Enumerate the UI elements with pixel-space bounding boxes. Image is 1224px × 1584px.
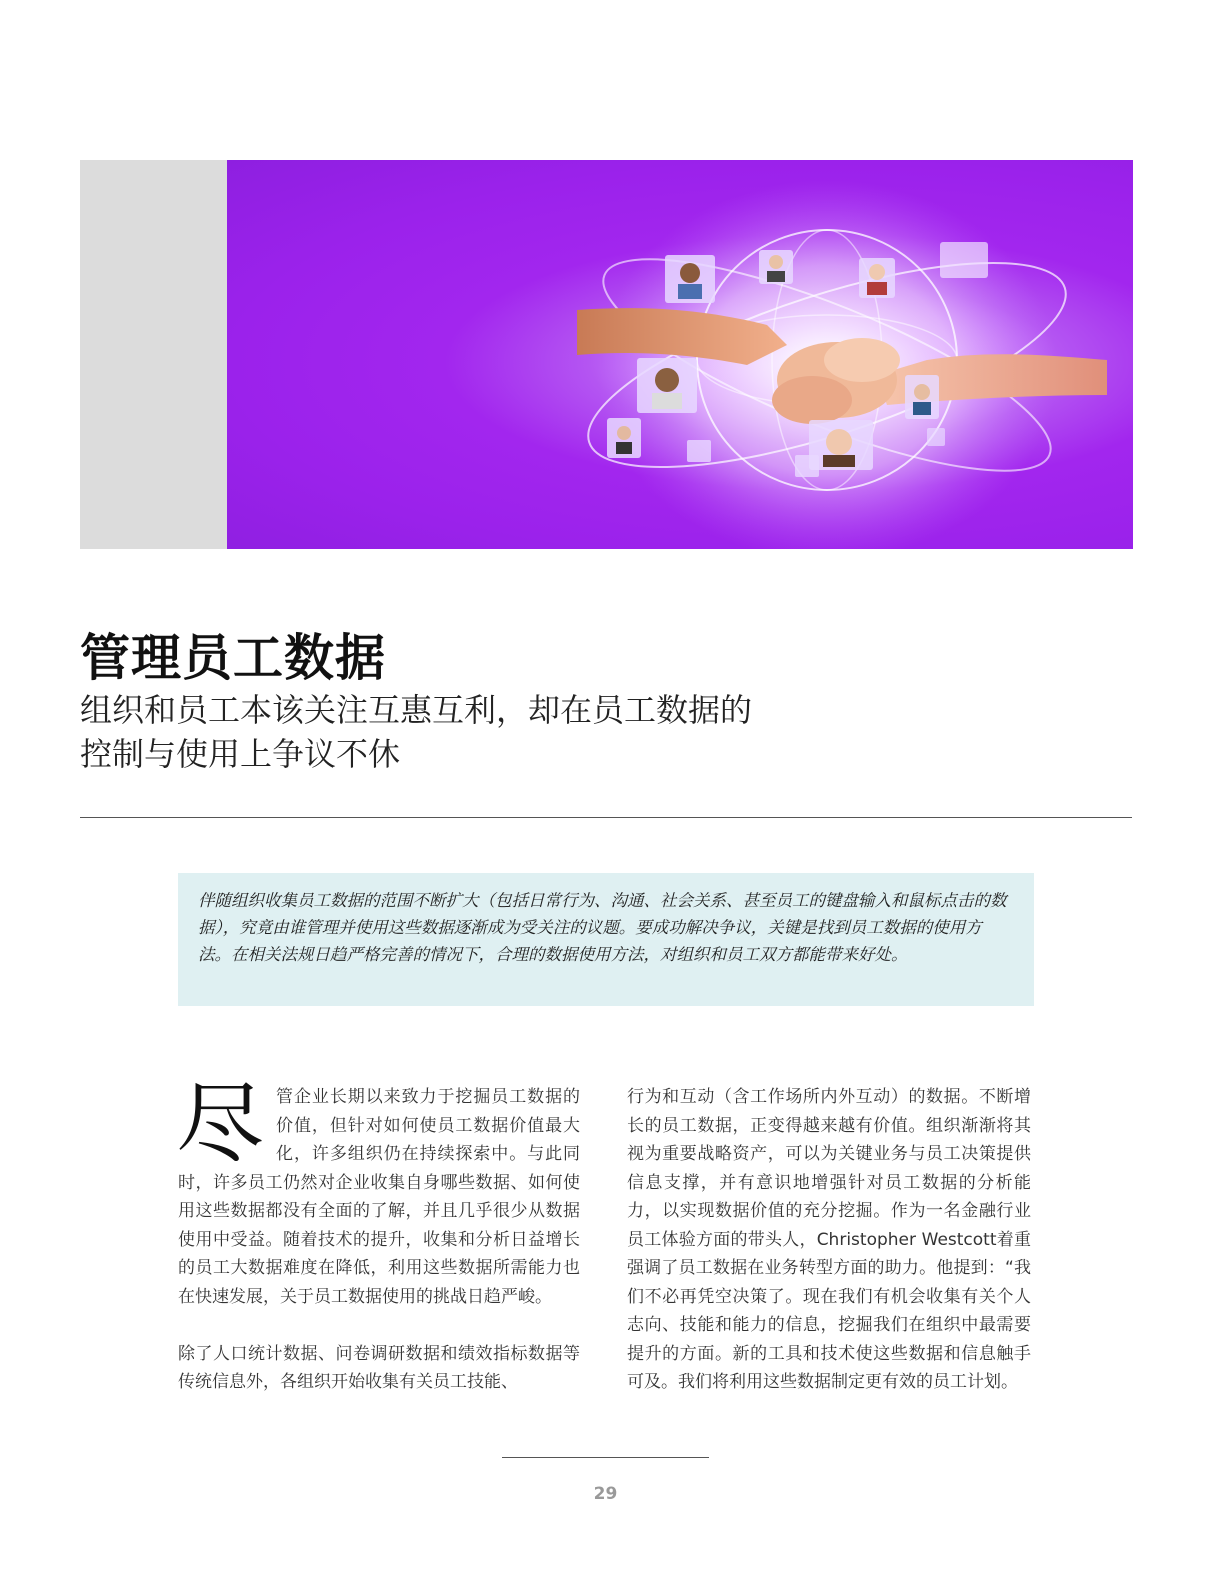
page-number: 29 [593,1484,618,1504]
section-divider [80,817,1132,818]
body-column-left [176,1072,580,1397]
photo-card [665,255,715,303]
body-paragraph: 行为和互动（含工作场所内外互动）的数据。不断增长的员工数据，正变得越来越有价值。组织渐渐将其视为重要战略资产，可以为关键业务与员工决策提供信息支撑，并有意识地增强针对员工数据的分析能力，以实现数据价值的充分挖掘。作为一名金融行业员工体验方面的带头人，Christopher Westcott着重强调了员工数据在业务转型方面的助力。他提到：“我们不必再凭空决策了。现在我们有机会收集有关个人志向、技能和能力的信息，挖掘我们在组织中最需要提升的方面。新的工具和技术使这些数据和信息触手可及。我们将利用这些数据制定更有效的员工计划。 [627,1087,1031,1392]
footer-divider [502,1457,709,1458]
hero-grey-panel [80,160,227,549]
summary-box: 伴随组织收集员工数据的范围不断扩大（包括日常行为、沟通、社会关系、甚至员工的键盘输入和鼠标点击的数据），究竟由谁管理并使用这些数据逐渐成为受关注的议题。要成功解决争议，关键是找到员工数据的使用方法。在相关法规日趋严格完善的情况下，合理的数据使用方法，对组织和员工双方都能带来好处。 [178,873,1034,1006]
page-subtitle: 组织和员工本该关注互惠互利，却在员工数据的控制与使用上争议不休 [80,691,753,773]
hero-image [227,160,1133,549]
body-paragraph: 除了人口统计数据、问卷调研数据和绩效指标数据等传统信息外，各组织开始收集有关员工技能、 [178,1343,580,1392]
photo-card [795,455,819,477]
photo-card [905,375,939,419]
photo-card [637,358,697,413]
page-title: 管理员工数据 [80,629,386,687]
photo-card [759,250,793,284]
photo-card [927,428,945,446]
photo-card [940,242,988,278]
handshake-network-illustration [227,160,1133,549]
hero-banner [80,160,1133,549]
photo-card [607,418,641,458]
drop-cap: 尽 [176,1072,265,1175]
photo-card [687,440,711,462]
photo-card [859,258,895,298]
body-paragraph: 尽管企业长期以来致力于挖掘员工数据的价值，但针对如何使员工数据价值最大化，许多组织仍在持续探索中。与此同时，许多员工仍然对企业收集自身哪些数据、如何使用这些数据都没有全面的了解，并且几乎很少从数据使用中受益。随着技术的提升，收集和分析日益增长的员工大数据难度在降低，利用这些数据所需能力也在快速发展，关于员工数据使用的挑战日趋严峻。 [176,1072,580,1307]
body-column-right [627,1083,1031,1397]
